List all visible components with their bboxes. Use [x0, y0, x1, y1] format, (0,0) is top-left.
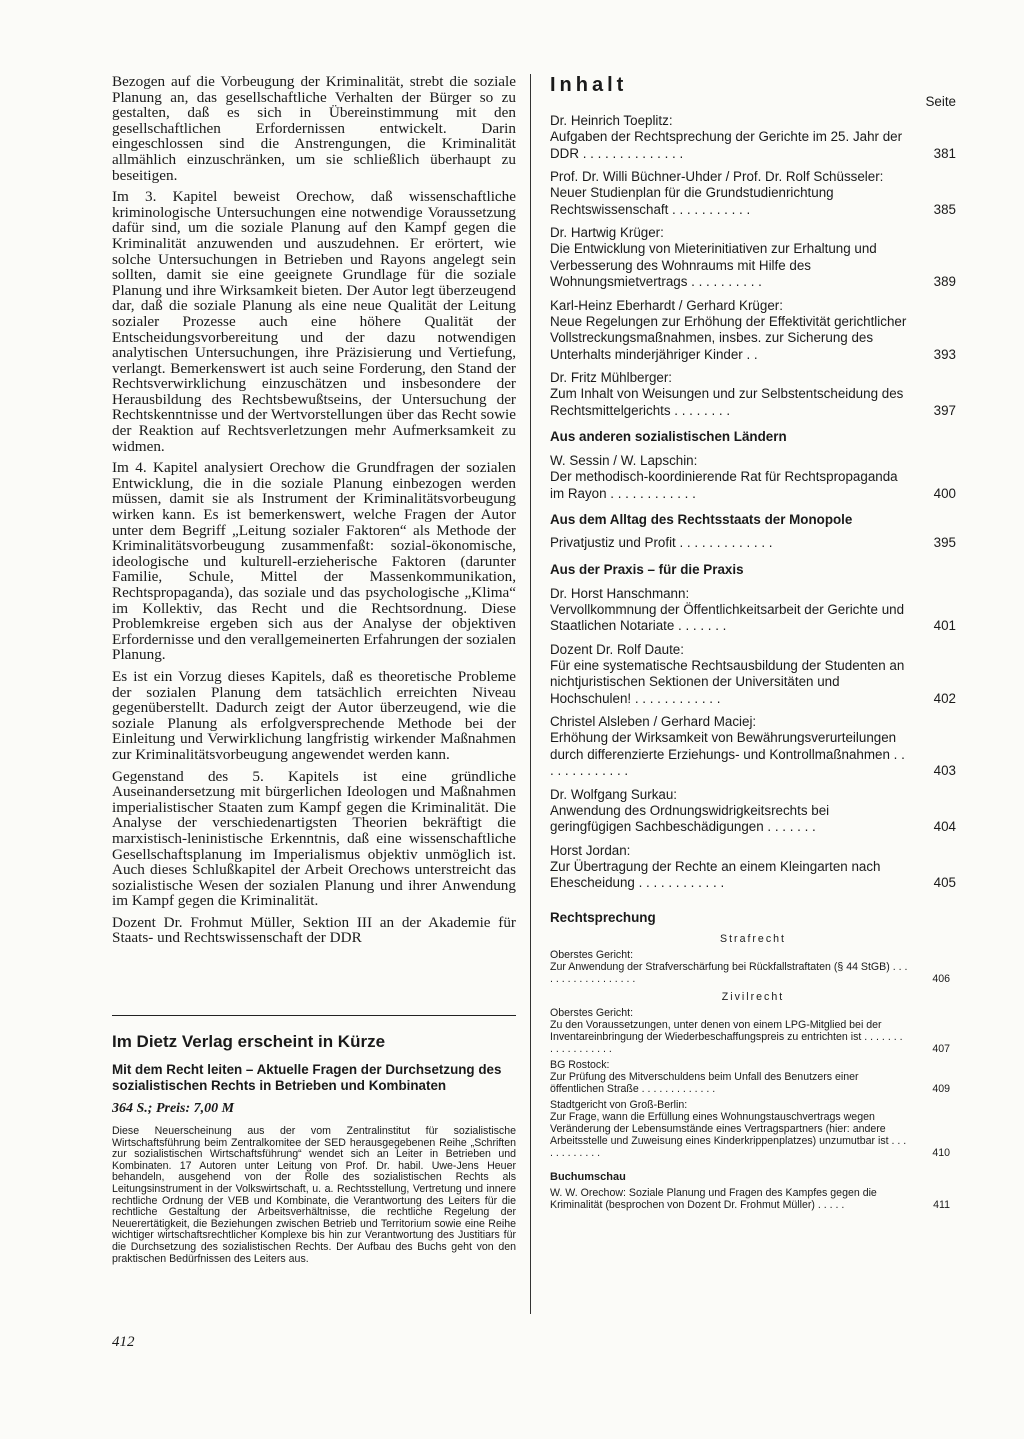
- contents-heading: Inhalt: [550, 74, 628, 96]
- review-column: [112, 74, 516, 952]
- toc-page: 401: [933, 618, 956, 633]
- toc-title-text: Aufgaben der Rechtsprechung der Gerichte im 25. Jahr der DDR . . . . . . . . . . . . . .: [550, 129, 903, 161]
- toc-author: Prof. Dr. Willi Büchner-Uhder / Prof. Dr. Rolf Schüsseler:: [550, 169, 884, 184]
- ruling-title-text: Zur Prüfung des Mitverschuldens beim Unfall des Benutzers einer öffentlichen Straße . . . . . . . . . . . . .: [550, 1070, 859, 1095]
- toc-entry: [550, 452, 956, 502]
- table-of-contents: [550, 74, 956, 1211]
- ruling-title-text: Zur Frage, wann die Erfüllung eines Wohnungstauschvertrags wegen Veränderung der Lebensumstände eines Vertragspartners (hier: andere Arbeitsstelle und Zuweisung eines Kinderkrippenplatzes) unzumutbar ist . . . . . . . . . . . .: [550, 1110, 907, 1159]
- toc-title-text: Zur Übertragung der Rechte an einem Kleingarten nach Ehescheidung . . . . . . . . . . . .: [550, 858, 881, 890]
- section-heading: Buchumschau: [550, 1170, 626, 1183]
- court-name: Stadtgericht von Groß-Berlin:: [550, 1098, 688, 1111]
- toc-title: [550, 859, 956, 892]
- toc-entry: [550, 369, 956, 419]
- toc-title-text: Neue Regelungen zur Erhöhung der Effektivität gerichtlicher Vollstreckungsmaßnahmen, insbes. zur Sicherung des Unterhalts minderjähriger Kinder . .: [550, 313, 907, 362]
- toc-title-text: Vervollkommnung der Öffentlichkeitsarbeit der Gerichte und Staatlichen Notariate . . . . . . .: [550, 601, 905, 633]
- toc-entry: [550, 641, 956, 708]
- toc-entry: [550, 224, 956, 291]
- toc-title-text: Zum Inhalt von Weisungen und zur Selbstentscheidung des Rechtsmittelgerichts . . . . . . . .: [550, 386, 904, 418]
- toc-page: 403: [933, 763, 956, 778]
- section-heading: Aus anderen sozialistischen Ländern: [550, 429, 787, 444]
- toc-page: 404: [933, 819, 956, 834]
- toc-title: [550, 658, 956, 708]
- toc-author: Dr. Heinrich Toeplitz:: [550, 113, 673, 128]
- ruling-entry: [550, 1099, 956, 1159]
- toc-author: Dr. Wolfgang Surkau:: [550, 786, 678, 802]
- toc-title: [550, 386, 956, 419]
- toc-page: 395: [933, 535, 956, 550]
- publisher-advert: [112, 1032, 516, 1265]
- toc-author: Karl-Heinz Eberhardt / Gerhard Krüger:: [550, 297, 783, 313]
- toc-title-text: Privatjustiz und Profit . . . . . . . . . . . . .: [550, 535, 773, 550]
- toc-author: W. Sessin / W. Lapschin:: [550, 453, 698, 468]
- ruling-title: [550, 1019, 956, 1055]
- toc-title-text: Für eine systematische Rechtsausbildung der Studenten an nichtjuristischen Sektionen der Universitäten und Hochschulen! . . . . . . . . . . . .: [550, 657, 905, 706]
- toc-title: [550, 803, 956, 836]
- toc-title: [550, 469, 956, 502]
- ruling-title: [550, 961, 956, 985]
- toc-entry: [550, 297, 956, 364]
- advert-description: Diese Neuerscheinung aus der vom Zentralinstitut für sozialistische Wirtschaftsführung beim Zentralkomitee der SED herausgegebenen Reihe „Schriften zur sozialistischen Wirtschaftsführung“ wendet sich an Leiter in Betrieben und Kombinaten. 17 Autoren unter Leitung von Prof. Dr. habil. Uwe-Jens Heuer behandeln, ausgehend von der Rolle des sozialistischen Rechts als Leitungsinstrument in der Volkswirtschaft, u. a. Rechtsstellung, Vertretung und innere rechtliche Ordnung der VEB und Kombinate, die Verantwortung des Leiters für die rechtliche Gestaltung der Arbeitsverhältnisse, die rechtliche Regelung der Neuerertätigkeit, die Beziehungen zwischen Betrieb und Territorium sowie eine Reihe wichtiger wirtschaftsrechtlicher Komplexe bis hin zur Verantwortung des Justitiars für die Durchsetzung des sozialistischen Rechts. Der Aufbau des Buchs geht von den praktischen Bedürfnissen des Leiters aus.: [112, 1125, 516, 1265]
- toc-page: 400: [933, 485, 956, 501]
- paragraph: Bezogen auf die Vorbeugung der Kriminalität, strebt die soziale Planung an, das gesellschaftliche Verhalten der Bürger so zu gestalten, daß es sich in Übereinstimmung mit den gesellschaftlichen Erfordernissen entwickelt. Darin eingeschlossen sind die Anstrengungen, die Kriminalität allmählich einzuschränken, um sie schließlich überhaupt zu beseitigen.: [112, 73, 516, 184]
- toc-page: 389: [933, 274, 956, 289]
- ruling-page: 409: [932, 1082, 950, 1095]
- ruling-page: 407: [932, 1042, 950, 1055]
- toc-title: [550, 730, 956, 780]
- toc-page: 385: [933, 201, 956, 217]
- page-number: 412: [112, 1334, 135, 1350]
- toc-entry: [550, 168, 956, 218]
- toc-title-text: Der methodisch-koordinierende Rat für Rechtspropaganda im Rayon . . . . . . . . . . . .: [550, 469, 898, 501]
- toc-page: 393: [933, 346, 956, 362]
- ruling-entry: [550, 1007, 956, 1055]
- section-heading: Aus dem Alltag des Rechtsstaats der Monopole: [550, 512, 853, 527]
- ruling-title-text: Zur Anwendung der Strafverschärfung bei Rückfallstraftaten (§ 44 StGB) . . . . . . . . . . . . . . . . . .: [550, 960, 908, 985]
- page-column-label: Seite: [925, 94, 956, 109]
- toc-page: 405: [933, 875, 956, 890]
- court-name: Oberstes Gericht:: [550, 948, 634, 961]
- toc-author: Dr. Hartwig Krüger:: [550, 225, 664, 240]
- court-name: Oberstes Gericht:: [550, 1006, 634, 1019]
- toc-author: Christel Alsleben / Gerhard Maciej:: [550, 714, 757, 729]
- ruling-title: [550, 1071, 956, 1095]
- advert-book-title: Mit dem Recht leiten – Aktuelle Fragen der Durchsetzung des sozialistischen Rechts in Betrieben und Kombinaten: [112, 1062, 502, 1093]
- paragraph: Im 4. Kapitel analysiert Orechow die Grundfragen der sozialen Entwicklung, die in die soziale Planung einbezogen werden müssen, damit sie als Instrument der Kriminalitätsvorbeugung wirken kann. Es ist bemerkenswert, welche Fragen der Autor unter dem Begriff „Leitung sozialer Faktoren“ als Methode der Kriminalitätsvorbeugung zusammenfaßt: sozial-ökonomische, ideologische und kulturell-erzieherische Faktoren (darunter Familie, Schule, Mittel der Massenkommunikation, Rechtspropaganda), das soziale und das psychologische „Klima“ im Kollektiv, das Recht und die Rechtsordnung. Diese Problemkreise ergeben sich aus der Analyse der objektiven Erfordernisse und den verallgemeinerten Erfahrungen der sozialen Planung.: [112, 459, 516, 664]
- review-signature: Dozent Dr. Frohmut Müller, Sektion III an der Akademie für Staats- und Rechtswissenschaft der DDR: [112, 913, 516, 947]
- toc-title-text: Anwendung des Ordnungswidrigkeitsrechts bei geringfügigen Sachbeschädigungen . . . . . . .: [550, 802, 830, 834]
- paragraph: Im 3. Kapitel beweist Orechow, daß wissenschaftliche kriminologische Untersuchungen eine notwendige Voraussetzung dafür sind, um die soziale Planung auf den Kampf gegen die Kriminalität anzuwenden und auszudehnen. Er erörtert, wie solche Untersuchungen in Betrieben und Rayons angelegt sein sollten, damit sie eine geeignete Grundlage für die soziale Planung und ihre Wirksamkeit bieten. Der Autor legt überzeugend dar, daß die soziale Planung als eine neue Qualität der Leitung sozialer Prozesse auch eine höhere Qualität der Entscheidungsvorbereitung und der dazu notwendigen analytischen Untersuchungen, ihre Präzisierung und Vertiefung, verlangt. Bemerkenswert ist auch seine Forderung, den Stand der Rechtsverwirklichung einzuschätzen und insbesondere der Herausbildung des Rechtsbewußtseins, der Untersuchung der Rechtskenntnisse und der Wertvorstellungen über das Recht sowie der Reaktion auf Rechtsverletzungen mehr Aufmerksamkeit zu widmen.: [112, 188, 516, 455]
- toc-page: 402: [933, 690, 956, 706]
- column-divider: [530, 74, 531, 1314]
- toc-title-text: Erhöhung der Wirksamkeit von Bewährungsverurteilungen durch differenzierte Erziehungs- und Kontrollmaßnahmen . . . . . . . . . . . . .: [550, 730, 905, 778]
- toc-page: 381: [933, 145, 956, 161]
- toc-author: Dr. Horst Hanschmann:: [550, 585, 690, 601]
- book-review-entry: [550, 1187, 956, 1211]
- divider: [112, 1015, 516, 1016]
- paragraph: Gegenstand des 5. Kapitels ist eine gründliche Auseinandersetzung mit bürgerlichen Ideologen und Maßnahmen imperialistischer Staaten zum Kampf gegen die Kriminalität. Die Analyse der verschiedenartigsten Theorien bekräftigt die marxistisch-leninistische Erkenntnis, daß eine wissenschaftliche Gesellschaftsplanung im Imperialismus objektiv unmöglich ist. Auch dieses Schlußkapitel der Arbeit Orechows unterstreicht das sozialistische Wesen der sozialen Planung und ihrer Anwendung im Kampf gegen die Kriminalität.: [112, 767, 516, 910]
- ruling-page: 410: [932, 1146, 950, 1159]
- toc-title: [550, 185, 956, 218]
- ruling-title-text: Zu den Voraussetzungen, unter denen von einem LPG-Mitglied bei der Inventareinbringung der Wiederbeschaffungspreis zu entrichten ist . . . . . . . . . . . . . . . . . .: [550, 1018, 903, 1055]
- toc-author: Dozent Dr. Rolf Daute:: [550, 641, 684, 657]
- section-heading: Aus der Praxis – für die Praxis: [550, 561, 744, 577]
- toc-title: [550, 241, 956, 291]
- court-name: BG Rostock:: [550, 1058, 610, 1071]
- section-heading: Rechtsprechung: [550, 909, 656, 925]
- advert-heading: Im Dietz Verlag erscheint in Kürze: [112, 1032, 386, 1051]
- toc-entry: [550, 842, 956, 892]
- ruling-entry: [550, 1059, 956, 1095]
- ruling-title: [550, 1111, 956, 1159]
- toc-entry: [550, 112, 956, 162]
- toc-title: [550, 602, 956, 635]
- toc-entry: [550, 713, 956, 780]
- toc-author: Horst Jordan:: [550, 842, 631, 858]
- advert-price: 364 S.; Preis: 7,00 M: [112, 1101, 235, 1116]
- book-review-page: 411: [933, 1198, 950, 1211]
- toc-entry: [550, 585, 956, 635]
- toc-title: [550, 129, 956, 162]
- toc-title: [550, 314, 956, 364]
- toc-title-text: Die Entwicklung von Mieterinitiativen zur Erhaltung und Verbesserung des Wohnraums mit Hilfe des Wohnungsmietvertrags . . . . . . . . . .: [550, 241, 877, 289]
- toc-title: [550, 535, 956, 552]
- toc-page: 397: [933, 402, 956, 418]
- paragraph: Es ist ein Vorzug dieses Kapitels, daß es theoretische Probleme der sozialen Planung dem tatsächlich erreichten Niveau gegenüberstellt. Dadurch zeigt der Autor überzeugend, wie die soziale Planung als erfolgversprechende Methode bei der Einleitung und Verwirklichung langfristig wirkender Maßnahmen zur Kriminalitätsvorbeugung angewendet werden kann.: [112, 667, 516, 763]
- toc-entry: [550, 535, 956, 552]
- ruling-page: 406: [932, 972, 950, 985]
- book-review-title: W. W. Orechow: Soziale Planung und Fragen des Kampfes gegen die Kriminalität (besprochen von Dozent Dr. Frohmut Müller) . . . . .: [550, 1186, 877, 1211]
- toc-title-text: Neuer Studienplan für die Grundstudienrichtung Rechtswissenschaft . . . . . . . . . . .: [550, 185, 834, 217]
- subsection-label: Strafrecht: [720, 932, 786, 945]
- subsection-label: Zivilrecht: [721, 990, 785, 1003]
- ruling-entry: [550, 949, 956, 985]
- toc-author: Dr. Fritz Mühlberger:: [550, 370, 673, 385]
- toc-entry: [550, 786, 956, 836]
